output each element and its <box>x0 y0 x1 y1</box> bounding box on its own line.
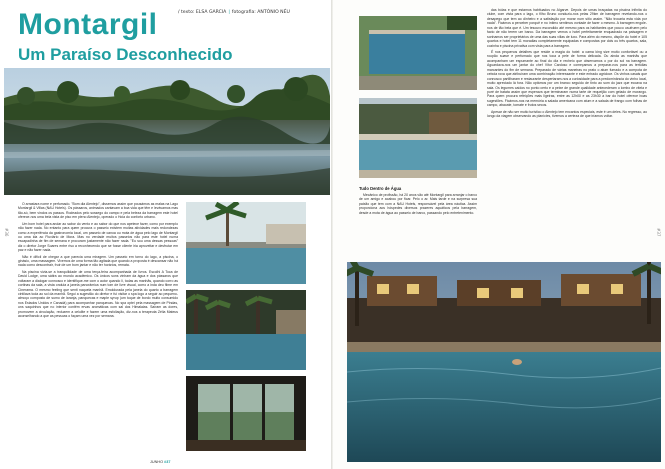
center-paragraph: Mecânico de profissão, há 20 anos vão até Montargil para arranjar o barco de um amigo e acabou por ficar. Pelo o ar. Mais tarde e na surpresa sua paixão que tem com a NAU Hotels, responsável pela área náutica. Assim proporciona aos hóspedes diversos prazeres aquáticos pela barragem, desde a mota de água ao passeio de barco, passando pelo entretenimento. <box>359 193 477 215</box>
pool-aerial-photo <box>359 16 477 90</box>
right-paragraph: É nos pequenos detalhes que reside a magia do hotel: a cama king size muito confortável ou a roupão suave e perfumado que nos toca a pele de forma delicada. Ou ainda as manhãs que acompanham um espumante ao final do dia e recheio que observamos o por do sol na barragem. Aguardava-nos um jantar do chef Vítor Cardoso e começamos a preparar-nos para as tertúlias marcantes do fim de semana. Preparado de várias maneiras no prato o atum fumado e a compota de cebola roxa que atribuíram uma combinação interessante e este entrado agridoce. Os vinhos casais que connosco partilharam e restaurante despertaram-nos a curiosidade para a predominância do vinho local, muito apreciado lá fora. Não optámos por um branco seguido de tinto ao som do jazz que ecoava na sala. Os legumes caídos no ponto certo e a peixe de grande qualidade antecederam o lombo de vitela e puré de batata assim que esperava que terminaram numa tarte de requeijão com gelado de morango. Para quem procura refeições mais ligeiras, entre as 12h00 e as 23h30 a bar do hotel oferece boas sugestões. Ficámos-nos na memória a salada americana com atum e a salada de frango com folhas de campo, abacate, tomate e frutos secos. <box>487 49 647 108</box>
center-body-column <box>359 193 477 253</box>
left-body-column <box>18 202 178 454</box>
left-paragraph: Não é difícil de chegar a que parecia uma miragem. Um passeio em torno do lago, a piscina, o ginásio, uma massagem. Vivemos de uma forma tão agitada que quando a proposta é descansar não há nada como descontrair, fruir de um bom jantar e não ter horários, remata. <box>18 254 178 268</box>
left-paragraph: O arrastara nome e perfumado. "Bom dia Alentejo", dissemos assim que pousámos as malas na Lago Montargil & Villas (NAU Hotels). Os pássaros, animados cantavam a boa vida que têm e levávamos mas tão-só, bem vindos os passos. Rodeados pelo sossego do campo e pela beleza da barragem este hotel oferece-nos uma bela vista de piso em pleno Alentejo, operado o Hoia do conforto urbano. <box>18 202 178 220</box>
credit-photo: fotografia: ANTÓNIO NÉU <box>231 10 290 15</box>
article-title: Montargil <box>18 8 158 41</box>
hotel-pool-night-photo <box>347 262 661 462</box>
room-view-photo <box>186 376 306 451</box>
left-paragraph: Um bom hotel para andar ao sabor do vento e ao sabor do que nos apetece fazer, como por exemplo não fazer nada. No entanto para quem procura o passeio existem muitas atividades mais redondezas como a experiência da gastronomia local, um passeio de canoa ou mota de água pelo lago de Montargil ou uma ida ao Fluviário de Mora. Mas no verdade muitos passeios não para este hotel numa escapadinha de fim de semana e procuram justamente não fazer nada. "Eu sou uma dessas pessoas" diz o diretor Jorge Soares entre riso a reconhecendo que se fosse cliente iria aproveitar e desfrutar em paz e não fazer nada. <box>18 221 178 253</box>
left-page <box>0 0 332 469</box>
right-paragraph: das bóias e que estamos habituados no Algarve. Depois de umas braçadas na piscina infinita do clube, com vista para o lago, o filho Bruno conduziu-nos pelas 29km de barragem revelando-nos o desapego que tem ao dinheiro e a satisfação por morar num sítio assim. "Não trocaria esta vida por nada". Ficámos a perceber porquê e no íntimo sentimos vontade de fazer o mesmo. A barragem engole-nos de tão bela que é. Um tesouro escondido até mesmo para os habitantes que pouco usufruem pelo facto de não terem um barco. Da barragem vemos o hotel perfeitamente enquadrado na paisagem e sonhamos ser proprietários de uma das suas villas de luxo. Para além do mesmo, dispõe do hotel e 105 quartos e hotel tem 11 moradias completamente equipadas e compostas por dois ou três quartos, sala, cozinha e piscina privativa com vista para a barragem. <box>487 8 647 48</box>
left-folio: JUNHO #37 <box>150 460 171 464</box>
pool-palm-photo <box>186 202 306 284</box>
hero-lake-photo <box>4 68 330 195</box>
article-subtitle: Um Paraíso Desconhecido <box>18 45 233 64</box>
infinity-pool-photo <box>186 290 306 370</box>
villa-pool-photo <box>359 98 477 178</box>
left-side-number: #36 <box>4 228 9 237</box>
article-credits: / texto: ELSA GARCIA | fotografia: ANTÓNIO NÉU <box>178 10 290 15</box>
left-paragraph: Na piscina vivia-se a tranquilidade de uma terça-feira acompanhada de livros. Escolhi A Toca de David Lodge, uma sátira ao mundo académico. Os únicos sons vinham da água e dos pássaros que voltaram a dialogar connosco e identifique-me com o autor quando li, todas as manhãs, quando corro as cortinas da sala, a vista ondula a janela panorâmica num tom de livre visual, como a inda deu filme em Cinerama. O mesmo feeling que senti naquela manhã. Emoldurada pela janela do quarto a barragem cintilava toda ao sol da manhã. Segui a sugestão do diretor e fui visitar o spa logo a seguir ao pequeno-almoço composto de sumo de laranja, panquecas e maple syrup (um toque de bordo muito consumido nos Estados Unidos e Canadá) para acompanhar panquecas. No spa optei pela massagem de Pindas, uns saquinhos que no interior contêm ervas aromáticas com sal dos Himalaias. Saíram as dores, promovem a circulação, reduzem a celulite e fazem uma esfoliação, diz-nos a terapeuta Zélia Mateus aconselhando a que as pessoas o façam uma vez por semana. <box>18 269 178 319</box>
right-body-column <box>487 8 647 258</box>
right-side-number: #37 <box>656 228 661 237</box>
right-paragraph: Apesar de não ser muito turístico o Alentejo tem encantos especiais, este é um deles. No regresso, ao longo da viagem observando as planícies, tivemos a certeza de que iríamos voltar. <box>487 109 647 119</box>
right-page <box>333 0 665 469</box>
credit-text: / texto: ELSA GARCIA <box>178 10 227 15</box>
boating-caption: Tudo Dentro de Água <box>359 186 402 191</box>
